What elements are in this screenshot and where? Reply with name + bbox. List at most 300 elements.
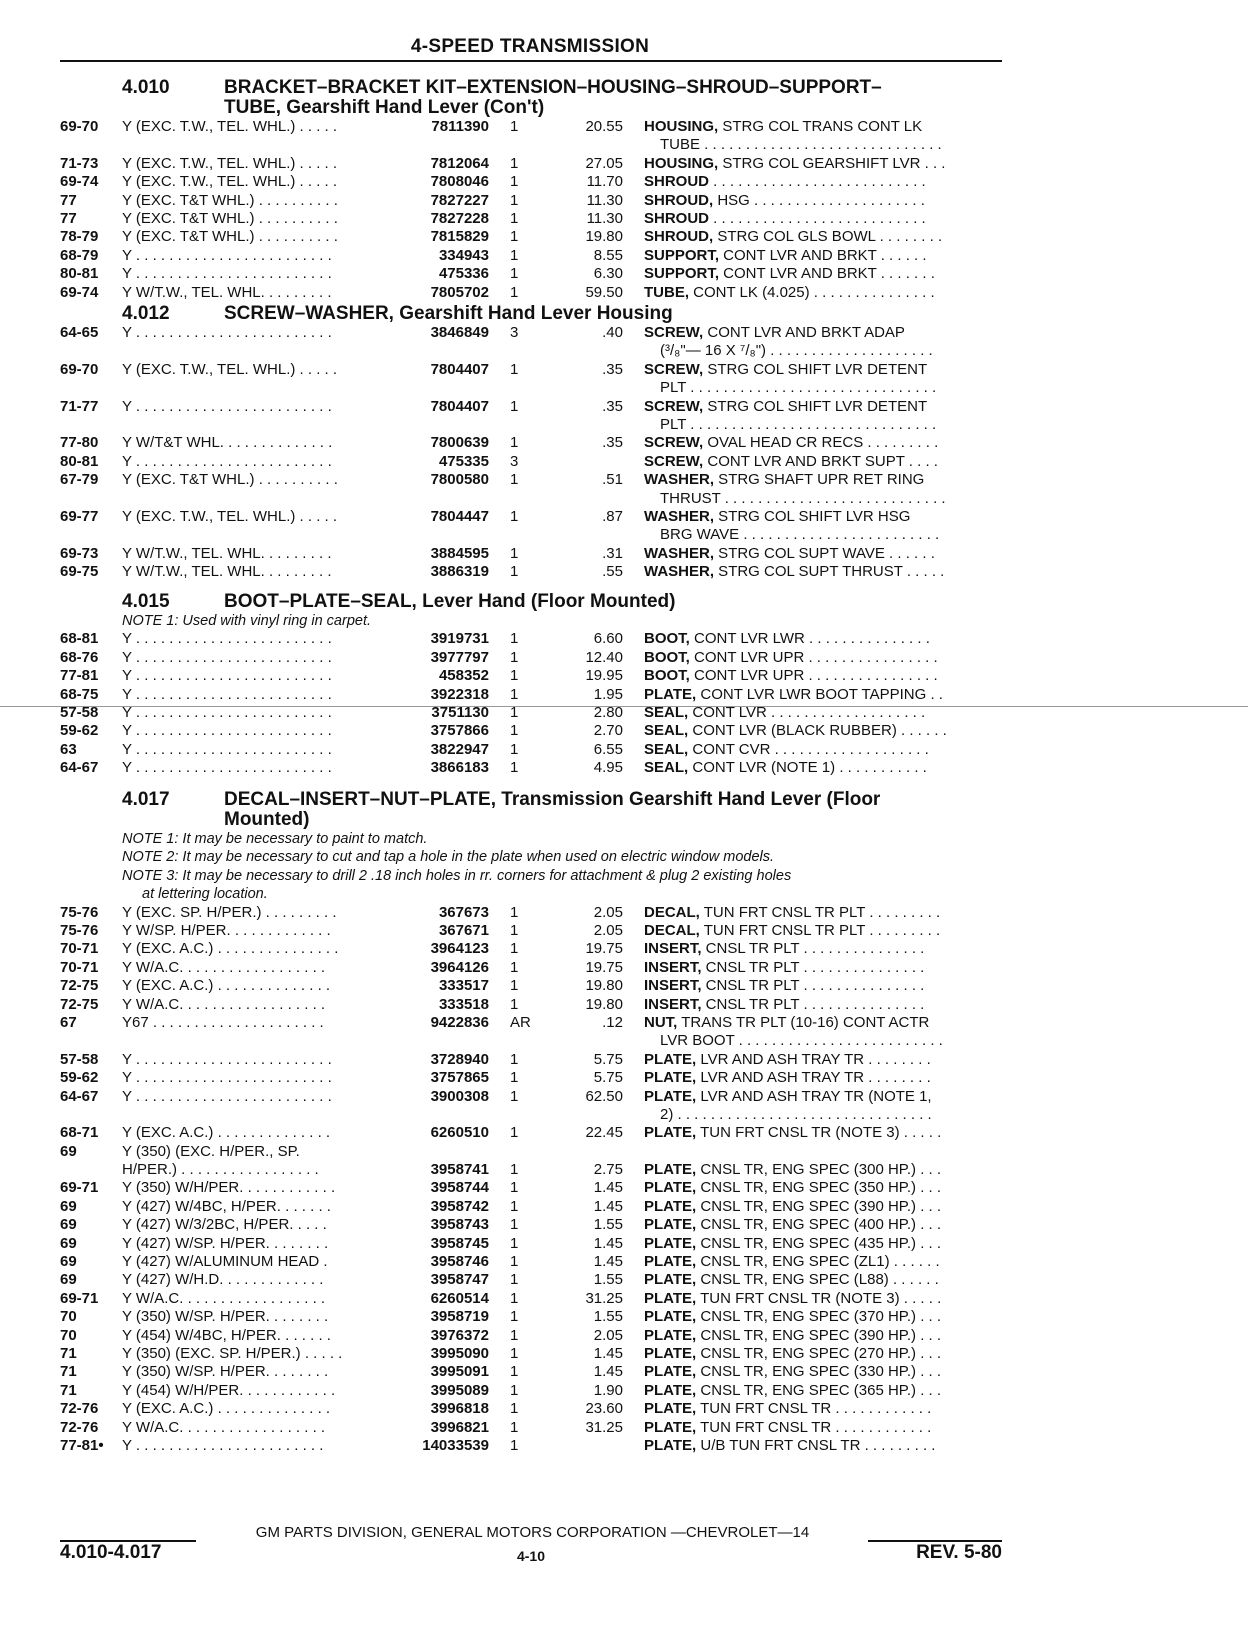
section-heading — [0, 78, 1010, 98]
row-part-number: 3964126 — [430, 958, 489, 976]
row-quantity: 1 — [510, 154, 519, 172]
row-part-number: 3922318 — [430, 685, 489, 703]
row-description — [644, 996, 1004, 1014]
row-application: Y . . . . . . . . . . . . . . . . . . . . . . . . — [122, 1069, 332, 1087]
row-description-text: CONT LVR LWR BOOT TAPPING . . — [696, 685, 943, 703]
row-application: Y . . . . . . . . . . . . . . . . . . . . . . . . — [122, 265, 332, 283]
row-years: 78-79 — [60, 228, 99, 246]
row-part-name: PLATE, — [644, 1418, 697, 1436]
row-quantity: 1 — [510, 903, 519, 921]
row-part-number: 3977797 — [430, 648, 489, 666]
row-description — [644, 228, 1004, 246]
note-line: NOTE 3: It may be necessary to drill 2 .18 inch holes in rr. corners for attachment & plug 2 existing holes — [122, 867, 792, 884]
row-application: Y W/A.C. . . . . . . . . . . . . . . . . . — [122, 995, 326, 1013]
section-heading — [0, 790, 1010, 810]
footer-company: GM PARTS DIVISION, GENERAL MOTORS CORPORATION —CHEVROLET—14 — [255, 1524, 810, 1541]
row-description-text: CONT LVR LWR . . . . . . . . . . . . . . . — [689, 630, 930, 648]
row-application: Y (427) W/H.D. . . . . . . . . . . . . — [122, 1271, 324, 1289]
row-application: Y . . . . . . . . . . . . . . . . . . . . . . . . — [122, 703, 332, 721]
row-part-name: SEAL, — [644, 703, 689, 721]
row-description — [644, 545, 1004, 563]
row-application: Y (EXC. A.C.) . . . . . . . . . . . . . . — [122, 977, 331, 995]
table-row-continuation — [0, 379, 1010, 397]
row-description — [644, 324, 1004, 342]
section-number: 4.010 — [122, 77, 170, 98]
row-part-name: WASHER, — [644, 563, 715, 581]
row-application: Y (EXC. T&T WHL.) . . . . . . . . . . — [122, 228, 338, 246]
row-description — [644, 741, 1004, 759]
row-description-text: STRG COL SHIFT LVR HSG — [714, 507, 911, 525]
row-description-text: CONT LVR UPR . . . . . . . . . . . . . . . . — [689, 667, 938, 685]
row-part-number: 7812064 — [430, 154, 489, 172]
row-years: 72-76 — [60, 1418, 99, 1436]
row-years: 77-80 — [60, 434, 99, 452]
row-application: Y (427) W/ALUMINUM HEAD . — [122, 1253, 328, 1271]
row-price: 5.75 — [593, 1069, 623, 1087]
row-part-name: PLATE, — [644, 1197, 697, 1215]
row-application: Y W/T.W., TEL. WHL. . . . . . . . . — [122, 283, 332, 301]
table-row — [0, 1363, 1010, 1381]
row-application: Y (EXC. T.W., TEL. WHL.) . . . . . — [122, 507, 338, 525]
row-years: 70-71 — [60, 958, 99, 976]
row-price: 23.60 — [585, 1400, 623, 1418]
table-row — [0, 398, 1010, 416]
row-description-text: CONT LK (4.025) . . . . . . . . . . . . . . . — [689, 283, 935, 301]
footer-section-range: 4.010-4.017 — [60, 1542, 162, 1563]
row-years: 69-70 — [60, 360, 99, 378]
row-part-number: 3958743 — [430, 1216, 489, 1234]
row-part-name: NUT, — [644, 1013, 678, 1031]
row-years: 68-81 — [60, 630, 99, 648]
table-row — [0, 324, 1010, 342]
row-description-continued: (³/₈"— 16 X ⁷/₈") . . . . . . . . . . . . . . . . . . . . — [660, 342, 933, 360]
row-part-number: 7804407 — [430, 397, 489, 415]
table-row — [0, 722, 1010, 740]
row-part-name: HOUSING, — [644, 154, 719, 172]
row-part-number: 3958719 — [430, 1308, 489, 1326]
row-quantity: 1 — [510, 703, 519, 721]
table-row — [0, 1161, 1010, 1179]
row-price: 2.05 — [593, 903, 623, 921]
row-description-text: CNSL TR, ENG SPEC (435 HP.) . . . — [696, 1234, 942, 1252]
row-quantity: 1 — [510, 265, 519, 283]
row-application: Y W/A.C. . . . . . . . . . . . . . . . . . — [122, 1289, 326, 1307]
table-row — [0, 471, 1010, 489]
row-price: 19.75 — [585, 958, 623, 976]
row-quantity: 1 — [510, 1050, 519, 1068]
row-description-text: LVR AND ASH TRAY TR (NOTE 1, — [696, 1087, 932, 1105]
table-row — [0, 361, 1010, 379]
row-application: Y (454) W/4BC, H/PER. . . . . . . — [122, 1326, 331, 1344]
row-years: 71 — [60, 1345, 77, 1362]
row-application: Y . . . . . . . . . . . . . . . . . . . . . . . . — [122, 397, 332, 415]
row-years: 68-71 — [60, 1124, 99, 1142]
row-application: Y W/T.W., TEL. WHL. . . . . . . . . — [122, 544, 332, 562]
footer-page-number: 4-10 — [516, 1548, 546, 1564]
row-years: 71 — [60, 1381, 77, 1399]
table-row — [0, 453, 1010, 471]
row-part-name: PLATE, — [644, 1161, 697, 1179]
row-application: Y (350) W/SP. H/PER. . . . . . . . — [122, 1308, 329, 1326]
row-years: 68-76 — [60, 648, 99, 666]
row-description — [644, 649, 1004, 667]
row-quantity: 1 — [510, 995, 519, 1013]
row-part-name: PLATE, — [644, 1253, 697, 1271]
row-years: 77 — [60, 191, 77, 209]
row-description-text: CONT LVR UPR . . . . . . . . . . . . . . . . — [689, 648, 938, 666]
parts-table — [0, 324, 1010, 581]
table-row-continuation — [0, 490, 1010, 508]
row-description-text: . . . . . . . . . . . . . . . . . . . . . . . . . . — [709, 209, 926, 227]
row-quantity: 1 — [510, 434, 519, 452]
row-quantity: 1 — [510, 1345, 519, 1362]
row-years: 64-67 — [60, 1087, 99, 1105]
note-line: NOTE 1: Used with vinyl ring in carpet. — [122, 613, 372, 629]
row-quantity: 1 — [510, 471, 519, 489]
row-part-number: 3976372 — [430, 1326, 489, 1344]
row-description — [644, 1088, 1004, 1106]
row-part-number: 14033539 — [422, 1436, 489, 1454]
row-part-number: 3884595 — [430, 544, 489, 562]
row-description-text: TUN FRT CNSL TR PLT . . . . . . . . . — [699, 922, 941, 940]
row-quantity: 1 — [510, 1326, 519, 1344]
table-row — [0, 1124, 1010, 1142]
table-row — [0, 1051, 1010, 1069]
row-application: Y . . . . . . . . . . . . . . . . . . . . . . . . — [122, 648, 332, 666]
row-quantity: 1 — [510, 118, 519, 135]
row-price: 31.25 — [585, 1418, 623, 1436]
row-years: 71-77 — [60, 397, 99, 415]
row-price: 1.95 — [593, 685, 623, 703]
row-quantity: 1 — [510, 1308, 519, 1326]
row-part-number: 7827228 — [430, 209, 489, 227]
row-part-name: HOUSING, — [644, 118, 719, 135]
row-price: 20.55 — [585, 118, 623, 135]
row-part-name: WASHER, — [644, 544, 715, 562]
row-application: Y W/A.C. . . . . . . . . . . . . . . . . . — [122, 1418, 326, 1436]
row-description-text: TUN FRT CNSL TR PLT . . . . . . . . . — [699, 903, 941, 921]
row-part-name: PLATE, — [644, 1050, 697, 1068]
row-application: Y (427) W/4BC, H/PER. . . . . . . — [122, 1197, 331, 1215]
row-description-text: U/B TUN FRT CNSL TR . . . . . . . . . — [696, 1436, 936, 1454]
row-description-text: CONT LVR (BLACK RUBBER) . . . . . . — [688, 722, 947, 740]
row-part-name: BOOT, — [644, 630, 690, 648]
row-description-text: STRG COL SHIFT LVR DETENT — [703, 397, 928, 415]
parts-table — [0, 118, 1010, 302]
row-application: Y (350) (EXC. H/PER., SP. — [122, 1142, 300, 1160]
row-application: Y (EXC. T&T WHL.) . . . . . . . . . . — [122, 191, 338, 209]
row-description — [644, 1014, 1004, 1032]
row-quantity: 1 — [510, 1271, 519, 1289]
table-row — [0, 265, 1010, 283]
row-years: 69-74 — [60, 283, 99, 301]
row-price: .87 — [602, 507, 623, 525]
row-price: 2.80 — [593, 703, 623, 721]
row-part-name: DECAL, — [644, 903, 700, 921]
row-years: 69-71 — [60, 1289, 99, 1307]
row-part-number: 6260514 — [430, 1289, 489, 1307]
row-part-name: SUPPORT, — [644, 265, 720, 283]
row-description-text: TUN FRT CNSL TR . . . . . . . . . . . . — [696, 1400, 932, 1418]
row-years: 59-62 — [60, 1069, 99, 1087]
row-part-name: SUPPORT, — [644, 246, 720, 264]
table-row — [0, 1088, 1010, 1106]
row-part-name: SHROUD — [644, 209, 710, 227]
row-description-text: LVR AND ASH TRAY TR . . . . . . . . — [696, 1069, 931, 1087]
row-years: 75-76 — [60, 903, 99, 921]
row-part-number: 7804447 — [430, 507, 489, 525]
row-quantity: AR — [510, 1013, 531, 1031]
row-application: Y W/T&T WHL. . . . . . . . . . . . . . — [122, 434, 333, 452]
row-part-number: 458352 — [438, 667, 489, 685]
table-row — [0, 228, 1010, 246]
row-price: 22.45 — [585, 1124, 623, 1142]
row-price: 19.80 — [585, 228, 623, 246]
row-quantity: 1 — [510, 1400, 519, 1418]
row-quantity: 1 — [510, 958, 519, 976]
row-description-text: STRG COL GLS BOWL . . . . . . . . — [713, 228, 943, 246]
row-application: Y . . . . . . . . . . . . . . . . . . . . . . . . — [122, 1050, 332, 1068]
table-row — [0, 686, 1010, 704]
row-description — [644, 1345, 1004, 1363]
row-part-name: PLATE, — [644, 1289, 697, 1307]
row-application: Y (EXC. A.C.) . . . . . . . . . . . . . . — [122, 1124, 331, 1142]
table-row — [0, 922, 1010, 940]
row-part-number: 475336 — [438, 265, 489, 283]
row-description-text: CNSL TR, ENG SPEC (390 HP.) . . . — [696, 1326, 942, 1344]
row-quantity: 1 — [510, 360, 519, 378]
section-title-line: SCREW–WASHER, Gearshift Hand Lever Housing — [224, 303, 673, 324]
row-part-name: PLATE, — [644, 1308, 697, 1326]
row-description — [644, 1161, 1004, 1179]
row-years: 57-58 — [60, 1050, 99, 1068]
row-years: 70 — [60, 1308, 77, 1326]
row-part-number: 3958744 — [430, 1179, 489, 1197]
row-description-text: CONT LVR AND BRKT . . . . . . — [719, 246, 927, 264]
row-description — [644, 1235, 1004, 1253]
row-description-text: LVR AND ASH TRAY TR . . . . . . . . — [696, 1050, 931, 1068]
row-years: 59-62 — [60, 722, 99, 740]
table-row — [0, 996, 1010, 1014]
row-description — [644, 1198, 1004, 1216]
row-description — [644, 563, 1004, 581]
row-price: 11.70 — [586, 173, 623, 191]
row-part-number: 367673 — [438, 903, 489, 921]
note-line: NOTE 1: It may be necessary to paint to match. — [122, 831, 428, 847]
row-quantity: 1 — [510, 507, 519, 525]
row-years: 69-73 — [60, 544, 99, 562]
row-part-number: 3728940 — [430, 1050, 489, 1068]
row-price: .35 — [602, 434, 623, 452]
row-part-number: 3996821 — [430, 1418, 489, 1436]
row-description-text: CONT LVR (NOTE 1) . . . . . . . . . . . — [688, 759, 927, 777]
row-description — [644, 630, 1004, 648]
row-part-number: 7808046 — [430, 173, 489, 191]
row-price: .31 — [602, 544, 623, 562]
row-years: 69-70 — [60, 118, 99, 135]
row-description-text: TUN FRT CNSL TR (NOTE 3) . . . . . — [696, 1124, 942, 1142]
row-quantity: 1 — [510, 1418, 519, 1436]
row-price: 31.25 — [585, 1289, 623, 1307]
row-description-text: CNSL TR, ENG SPEC (350 HP.) . . . — [696, 1179, 942, 1197]
section-4.015 — [0, 592, 1010, 778]
row-description-text: CNSL TR PLT . . . . . . . . . . . . . . . — [701, 958, 925, 976]
row-part-name: SHROUD — [644, 173, 710, 191]
row-years: 69-74 — [60, 173, 99, 191]
row-description — [644, 1419, 1004, 1437]
row-price: 27.05 — [585, 154, 623, 172]
row-years: 72-76 — [60, 1400, 99, 1418]
table-row-continuation — [0, 416, 1010, 434]
row-description-text: TRANS TR PLT (10-16) CONT ACTR — [677, 1013, 930, 1031]
table-row — [0, 508, 1010, 526]
row-description-text: . . . . . . . . . . . . . . . . . . . . . . . . . . — [709, 173, 926, 191]
section-heading — [0, 98, 1010, 118]
row-quantity: 1 — [510, 1381, 519, 1399]
row-description — [644, 1253, 1004, 1271]
row-part-number: 334943 — [438, 246, 489, 264]
row-description-text: CNSL TR, ENG SPEC (ZL1) . . . . . . — [696, 1253, 940, 1271]
row-application: Y (350) W/H/PER. . . . . . . . . . . . — [122, 1179, 336, 1197]
row-part-name: PLATE, — [644, 1216, 697, 1234]
row-part-number: 3757866 — [430, 722, 489, 740]
row-description — [644, 1363, 1004, 1381]
row-description-text: STRG COL GEARSHIFT LVR . . . — [718, 154, 946, 172]
row-part-name: INSERT, — [644, 958, 702, 976]
row-application: Y (EXC. T&T WHL.) . . . . . . . . . . — [122, 471, 338, 489]
row-part-number: 7815829 — [430, 228, 489, 246]
row-application: Y . . . . . . . . . . . . . . . . . . . . . . . . — [122, 1087, 332, 1105]
row-price: 6.30 — [593, 265, 623, 283]
scan-line — [0, 706, 1248, 707]
row-quantity: 1 — [510, 1197, 519, 1215]
row-part-number: 3757865 — [430, 1069, 489, 1087]
row-part-number: 3958747 — [430, 1271, 489, 1289]
row-price: .35 — [602, 397, 623, 415]
note-line: NOTE 2: It may be necessary to cut and tap a hole in the plate when used on electric window models. — [122, 849, 775, 866]
row-price: 1.45 — [593, 1197, 623, 1215]
row-part-name: SHROUD, — [644, 191, 714, 209]
row-description — [644, 508, 1004, 526]
table-row — [0, 959, 1010, 977]
row-years: 67 — [60, 1013, 77, 1031]
row-part-number: 475335 — [438, 452, 489, 470]
row-description-text: CONT CVR . . . . . . . . . . . . . . . . . . . — [688, 740, 929, 758]
table-row — [0, 247, 1010, 265]
row-application: Y (350) (EXC. SP. H/PER.) . . . . . — [122, 1345, 343, 1362]
row-description — [644, 1327, 1004, 1345]
row-quantity: 1 — [510, 722, 519, 740]
row-description — [644, 1051, 1004, 1069]
row-years: 69 — [60, 1271, 77, 1289]
row-price: 2.70 — [593, 722, 623, 740]
row-part-number: 6260510 — [430, 1124, 489, 1142]
row-part-number: 7811390 — [431, 118, 489, 135]
row-part-name: PLATE, — [644, 1234, 697, 1252]
table-row-continuation — [0, 136, 1010, 154]
table-row — [0, 434, 1010, 452]
table-row — [0, 741, 1010, 759]
table-row — [0, 667, 1010, 685]
table-row — [0, 118, 1010, 136]
row-application: Y (EXC. T.W., TEL. WHL.) . . . . . — [122, 173, 338, 191]
row-part-number: 3900308 — [430, 1087, 489, 1105]
table-row — [0, 1198, 1010, 1216]
row-description — [644, 940, 1004, 958]
row-years: 71 — [60, 1363, 77, 1381]
row-quantity: 1 — [510, 191, 519, 209]
row-description — [644, 904, 1004, 922]
section-4.017 — [0, 790, 1010, 1455]
row-application: Y (EXC. A.C.) . . . . . . . . . . . . . . . — [122, 940, 339, 958]
row-description-text: HSG . . . . . . . . . . . . . . . . . . . . . — [713, 191, 925, 209]
row-part-name: WASHER, — [644, 471, 715, 489]
row-price: 1.45 — [593, 1345, 623, 1362]
row-years: 69 — [60, 1142, 77, 1160]
section-4.010 — [0, 78, 1010, 302]
row-quantity: 1 — [510, 630, 519, 648]
row-quantity: 3 — [510, 452, 519, 470]
row-description — [644, 1290, 1004, 1308]
parts-table — [0, 630, 1010, 777]
row-description — [644, 210, 1004, 228]
row-description-continued: BRG WAVE . . . . . . . . . . . . . . . . . . . . . . . . — [660, 526, 940, 544]
row-part-name: PLATE, — [644, 1381, 697, 1399]
table-row — [0, 759, 1010, 777]
row-price: 11.30 — [586, 209, 623, 227]
row-description — [644, 922, 1004, 940]
row-part-name: BOOT, — [644, 648, 690, 666]
row-price: 1.45 — [593, 1179, 623, 1197]
row-description-continued: PLT . . . . . . . . . . . . . . . . . . . . . . . . . . . . . . — [660, 379, 937, 397]
row-price: 8.55 — [593, 246, 623, 264]
table-row — [0, 940, 1010, 958]
row-quantity: 1 — [510, 283, 519, 301]
row-description-text: STRG SHAFT UPR RET RING — [714, 471, 925, 489]
section-heading — [0, 304, 1010, 324]
row-part-name: SEAL, — [644, 740, 689, 758]
row-application: Y (427) W/3/2BC, H/PER. . . . . — [122, 1216, 327, 1234]
row-part-name: INSERT, — [644, 995, 702, 1013]
table-row — [0, 173, 1010, 191]
row-years: 75-76 — [60, 922, 99, 940]
row-quantity: 1 — [510, 1069, 519, 1087]
row-part-number: 3964123 — [430, 940, 489, 958]
row-part-number: 3822947 — [430, 740, 489, 758]
table-row — [0, 284, 1010, 302]
row-quantity: 1 — [510, 740, 519, 758]
row-price: .40 — [602, 324, 623, 341]
row-part-number: 7804407 — [430, 360, 489, 378]
row-description — [644, 361, 1004, 379]
row-part-name: SCREW, — [644, 360, 704, 378]
row-part-number: 7805702 — [430, 283, 489, 301]
row-application: Y . . . . . . . . . . . . . . . . . . . . . . . — [122, 1436, 324, 1454]
row-price: .51 — [602, 471, 623, 489]
row-quantity: 1 — [510, 1363, 519, 1381]
row-description — [644, 667, 1004, 685]
row-part-name: PLATE, — [644, 1400, 697, 1418]
row-description — [644, 686, 1004, 704]
row-application: Y (EXC. SP. H/PER.) . . . . . . . . . — [122, 903, 337, 921]
row-application: Y . . . . . . . . . . . . . . . . . . . . . . . . — [122, 722, 332, 740]
row-years: 69 — [60, 1216, 77, 1234]
row-application: Y . . . . . . . . . . . . . . . . . . . . . . . . — [122, 667, 332, 685]
row-description-text: CNSL TR, ENG SPEC (370 HP.) . . . — [696, 1308, 942, 1326]
table-row — [0, 1069, 1010, 1087]
row-quantity: 1 — [510, 1253, 519, 1271]
table-row — [0, 1327, 1010, 1345]
